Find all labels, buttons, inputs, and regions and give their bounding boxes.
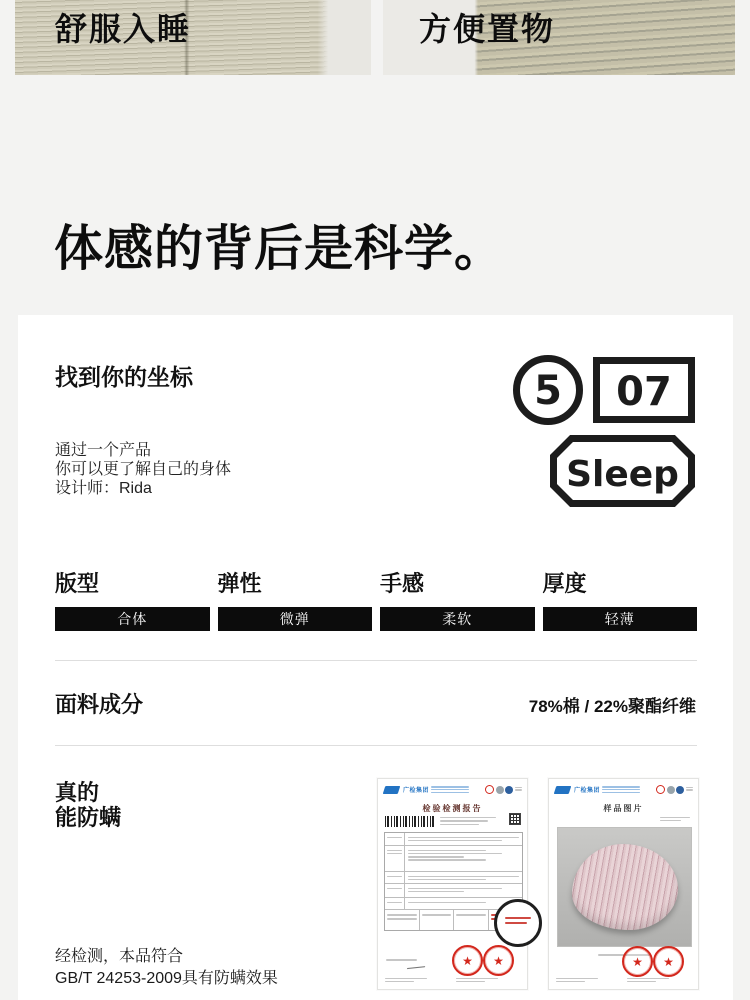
report-number-microtext	[440, 815, 496, 827]
product-photo-sleep	[15, 0, 371, 75]
red-seal-icon	[653, 946, 684, 977]
test-report-certificate	[377, 778, 528, 990]
signature-microtext	[386, 957, 430, 968]
footer-microtext	[627, 976, 669, 984]
attribute-value-bar: 合体	[55, 607, 210, 631]
ccc-badge-icon	[656, 785, 665, 794]
attribute-value-bar: 柔软	[380, 607, 535, 631]
fabric-composition-title: 面料成分	[55, 692, 144, 717]
intro-paragraph	[55, 441, 231, 498]
anti-mite-title-line2: 能防螨	[55, 805, 122, 830]
seal-star: ★	[663, 954, 674, 969]
cnas-badge-icon	[676, 786, 684, 794]
fabric-composition-value: 78%棉 / 22%聚酯纤维	[528, 697, 696, 716]
red-seal-icon	[452, 945, 483, 976]
intro-line-3: 设计师：Rida	[55, 480, 152, 497]
note-line-1: 经检测，本品符合	[55, 948, 184, 965]
product-photo-pocket	[383, 0, 735, 75]
attribute-value-bar: 轻薄	[543, 607, 698, 631]
red-seal-icon	[483, 945, 514, 976]
footer-microtext	[556, 976, 598, 984]
attribute-label: 弹性	[217, 571, 262, 596]
attribute-value-bar: 微弹	[218, 607, 373, 631]
badge-number-07: 07	[616, 369, 672, 415]
red-seal-icon	[622, 946, 653, 977]
hero-label-left: 舒服入睡	[55, 11, 192, 47]
sample-photo-frame	[557, 827, 692, 947]
sample-photo-certificate	[548, 778, 699, 990]
gtt-logo-icon	[554, 786, 572, 794]
attribute-stretch	[218, 567, 373, 631]
footer-microtext	[385, 976, 427, 984]
attribute-thickness	[543, 567, 698, 631]
attribute-grid	[55, 567, 697, 631]
science-card	[18, 315, 733, 1000]
certificate-title: 样品图片	[603, 804, 644, 813]
certificate-brand: 广检集团	[403, 788, 430, 794]
coordinates-title: 找到你的坐标	[55, 364, 193, 390]
footer-microtext	[456, 976, 498, 984]
section-headline: 体感的背后是科学。	[54, 222, 505, 276]
divider	[55, 660, 697, 661]
sample-number-microtext	[660, 815, 690, 823]
note-line-2: GB/T 24253-2009具有防螨效果	[55, 970, 278, 987]
ccc-badge-icon	[485, 785, 494, 794]
brand-subtext	[431, 785, 469, 794]
seal-star: ★	[462, 953, 473, 968]
hero-label-right: 方便置物	[419, 11, 556, 47]
anti-mite-test-note	[55, 946, 278, 990]
cma-badge-icon	[496, 786, 504, 794]
certificate-title: 检验检测报告	[422, 804, 483, 813]
badge-number-5: 5	[534, 368, 562, 414]
cma-badge-icon	[667, 786, 675, 794]
header-microtext	[515, 786, 522, 792]
cnas-badge-icon	[505, 786, 513, 794]
pink-striped-sample-photo	[572, 844, 678, 930]
certificate-brand: 广检集团	[574, 788, 601, 794]
intro-line-2: 你可以更了解自己的身体	[55, 461, 232, 478]
qr-code-icon	[509, 813, 521, 825]
seal-star: ★	[493, 953, 504, 968]
barcode	[385, 816, 435, 827]
divider	[55, 745, 697, 746]
attribute-fit	[55, 567, 210, 631]
certificate-header	[555, 784, 693, 799]
intro-line-1: 通过一个产品	[55, 442, 152, 459]
attribute-label: 手感	[380, 571, 425, 596]
magnifier-highlight-icon	[494, 899, 542, 947]
507-sleep-logo	[513, 355, 695, 507]
gtt-logo-icon	[383, 786, 401, 794]
seal-star: ★	[632, 954, 643, 969]
certificate-header	[384, 784, 522, 799]
attribute-label: 厚度	[542, 571, 587, 596]
badge-word-sleep: Sleep	[566, 454, 679, 495]
attribute-label: 版型	[55, 571, 100, 596]
header-microtext	[686, 786, 693, 792]
attribute-feel	[380, 567, 535, 631]
anti-mite-title-line1: 真的	[55, 780, 100, 805]
anti-mite-title	[55, 780, 121, 830]
brand-subtext	[602, 785, 640, 794]
